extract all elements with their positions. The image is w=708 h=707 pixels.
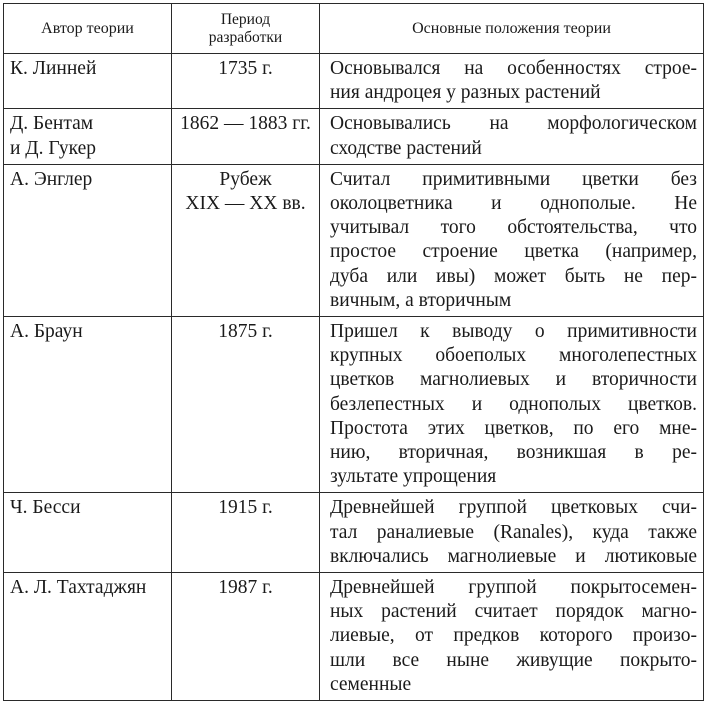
cell-author xyxy=(4,54,172,109)
cell-line: 1915 г. xyxy=(218,497,273,519)
cell-line: XIX — XX вв. xyxy=(185,193,306,215)
cell-line: нию, вторичная, возникшая в ре- xyxy=(330,442,697,464)
cell-line: учитывал того обстоятельства, что xyxy=(330,217,697,239)
cell-description xyxy=(320,317,704,493)
cell-description xyxy=(320,54,704,109)
cell-period xyxy=(172,493,320,573)
table-row xyxy=(4,493,704,573)
cell-line: 1875 г. xyxy=(218,321,273,343)
cell-line: ных растений считает порядок магно- xyxy=(330,601,697,623)
cell-line: 1987 г. xyxy=(218,577,273,599)
cell-line: 1862 — 1883 гг. xyxy=(180,113,311,135)
cell-line: вичным, а вторичным xyxy=(330,289,512,311)
table-row xyxy=(4,54,704,109)
cell-author xyxy=(4,493,172,573)
cell-line: дуба или ивы) может быть не пер- xyxy=(330,265,697,287)
cell-line: включались магнолиевые и лютиковые xyxy=(330,545,697,567)
cell-line: простое строение цветка (например, xyxy=(330,241,697,263)
header-author: Автор теории xyxy=(4,4,172,54)
header-period xyxy=(172,4,320,54)
cell-line: Рубеж xyxy=(219,168,272,190)
cell-line: Основывались на морфологическом xyxy=(330,113,697,135)
table-row xyxy=(4,164,704,316)
cell-description xyxy=(320,109,704,164)
cell-line: Ч. Бесси xyxy=(10,497,81,519)
cell-line: сходстве растений xyxy=(330,137,482,159)
header-row xyxy=(4,4,704,54)
cell-line: и Д. Гукер xyxy=(10,137,97,159)
cell-line: Пришел к выводу о примитивности xyxy=(330,321,697,343)
header-positions: Основные положения теории xyxy=(320,4,704,54)
cell-line: 1735 г. xyxy=(218,58,273,79)
cell-line: А. Энглер xyxy=(10,168,93,190)
cell-line: шли все ныне живущие покрыто- xyxy=(330,649,697,671)
cell-description xyxy=(320,573,704,701)
cell-description xyxy=(320,493,704,573)
cell-period xyxy=(172,317,320,493)
cell-author xyxy=(4,573,172,701)
cell-line: А. Л. Тахтаджян xyxy=(10,577,147,599)
table-row xyxy=(4,109,704,164)
cell-period xyxy=(172,573,320,701)
cell-line: Основывался на особенностях строе- xyxy=(330,58,697,79)
cell-author xyxy=(4,317,172,493)
cell-line: семенные xyxy=(330,673,412,695)
theories-table xyxy=(3,3,704,701)
cell-description xyxy=(320,164,704,316)
cell-line: Древнейшей группой покрытосемен- xyxy=(330,577,697,599)
cell-line: Простота этих цветков, по его мне- xyxy=(330,417,697,439)
cell-period xyxy=(172,109,320,164)
cell-line: Древнейшей группой цветковых счи- xyxy=(330,497,697,519)
cell-period xyxy=(172,164,320,316)
header-period-line: разработки xyxy=(208,28,283,46)
cell-line: Считал примитивными цветки без xyxy=(330,168,697,190)
cell-line: тал ранaлиевые (Ranales), куда также xyxy=(330,521,697,543)
cell-line: безлепестных и однополых цветков. xyxy=(330,393,697,415)
cell-line: Д. Бентам xyxy=(10,113,94,135)
header-period-line: Период xyxy=(220,10,271,28)
table-row xyxy=(4,317,704,493)
cell-period xyxy=(172,54,320,109)
cell-line: лиевые, от предков которого произо- xyxy=(330,625,697,647)
cell-line: крупных обоеполых многолепестных xyxy=(330,345,697,367)
cell-line: А. Браун xyxy=(10,321,83,343)
cell-line: зультате упрощения xyxy=(330,466,497,488)
cell-line: околоцветника и однополые. Не xyxy=(330,193,697,215)
table-row xyxy=(4,573,704,701)
cell-line: цветков магнолиевых и вторичности xyxy=(330,369,697,391)
cell-author xyxy=(4,109,172,164)
cell-author xyxy=(4,164,172,316)
cell-line: ния андроцея у разных растений xyxy=(330,82,601,104)
cell-line: К. Линней xyxy=(10,58,97,79)
